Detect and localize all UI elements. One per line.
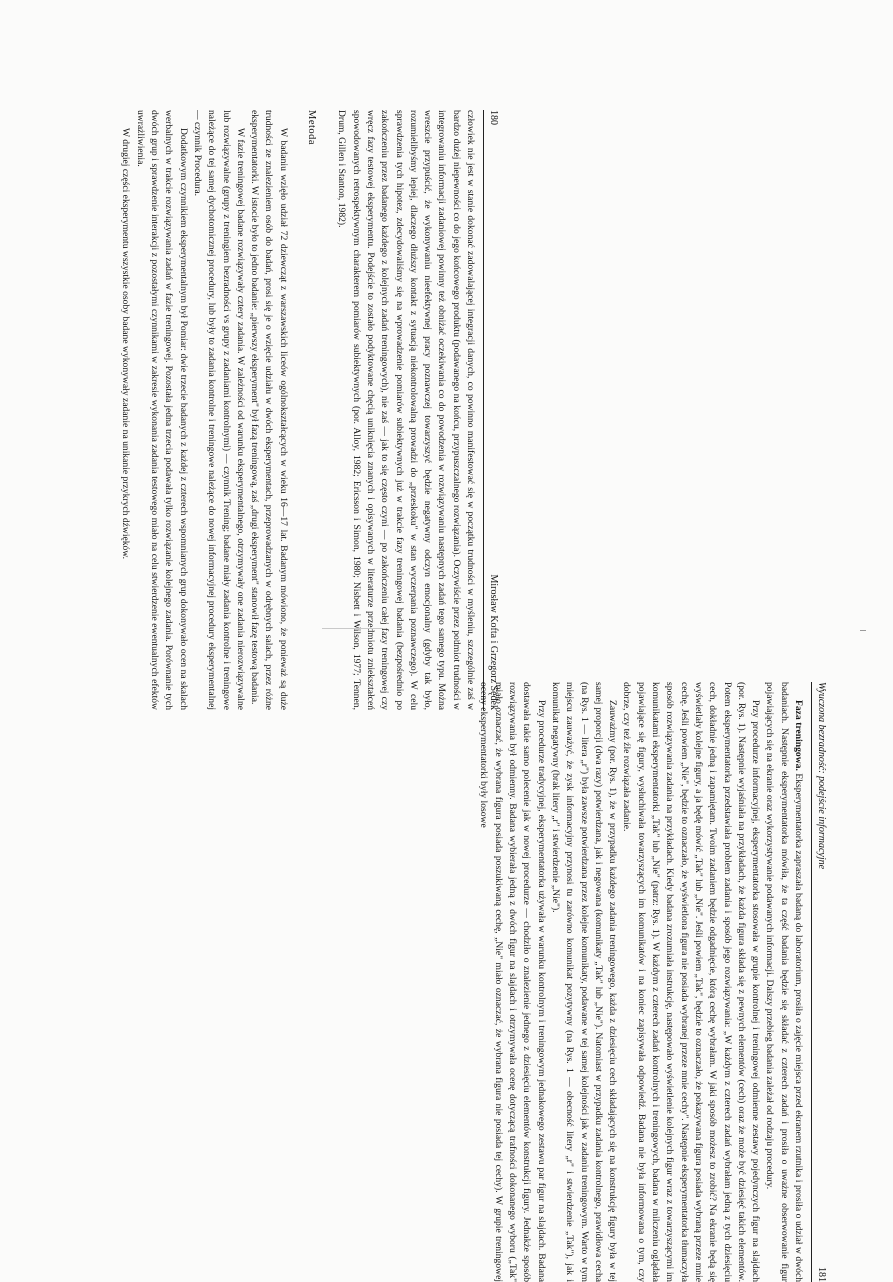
paragraph: W badaniu wzięło udział 72 dziewcząt z warszawskich liceów ogólnokształcących w wieku 16—17 lat. Badanym mówiono, że ponieważ są duże trudności ze znalezieniem osób do badań, prosi się je o wzięcie udziału w dwóch eksperymentach, przeprowadzanych w odrębnych salach, przez różne eksperymentatorki. W istocie było to jedno badanie: „pierwszy eksperyment" był fazą treningową, zaś „drugi eksperyment" stanowił fazę testową badania. (249, 110, 289, 710)
paragraph: człowiek nie jest w stanie dokonać zadowalającej integracji danych, co powinno manifestować się w początku trudności w myśleniu, szczególnie zaś w bardzo dużej niepewności co do jego końcowego produktu (podawanego na końcu, przypuszczalnego rozwiązania). Oczywiście przez podmiot trudności w integrowaniu informacji zadaniowej powinny też obniżać oczekiwania co do powodzenia w rozwiązywaniu następnych zadań tego samego typu. Można wreszcie przypuścić, że wykonywaniu nieefektywnej pracy poznawczej towarzyszyć będzie negatywny odczyn emocjonalny (gdyby tak było, rozumielibyśmy lepiej, dlaczego dłuższy kontakt z sytuacją niekontrolowalną prowadzi do „przeskoku" w stan wyczerpania poznawczego). W celu sprawdzenia tych hipotez, zdecydowaliśmy się na wprowadzenie pomiarów subiektywnych już w trakcie fazy treningowej badania (bezpośrednio po zakończeniu przez badanego każdego z kolejnych zadań treningowych), nie zaś — jak to się często czyni — po zakończeniu całej fazy treningowej czy wręcz fazy testowej eksperymentu. Podejście to zostało podyktowane chęcią uniknięcia znanych i opisywanych w literaturze przedmiotu zniekształceń spowodowanych retrospektywnym charakterem pomiarów subiektywnych (por. Alloy, 1982; Ericsson i Simon, 1980; Nisbett i Wilson, 1977; Tennen, Drum, Gillen i Stanton, 1982). (336, 110, 476, 710)
running-head-authors: Mirosław Kofta i Grzegorz Sędek (488, 574, 499, 710)
section-heading-method: Metoda (306, 110, 318, 146)
paragraph: Dodatkowym czynnikiem eksperymentalnym był Pomiar: dwie trzecie badanych z każdej z czterech wspomnianych grup dokonywało ocen na skalach werbalnych w trakcie rozwiązywania zadań w fazie treningowej. Pozostała jedna trzecia podawała tylko rozwiązanie kolejnego zadania. Porównanie tych dwóch grup i sprawdzenie interakcji z pozostałymi czynnikami w zakresie wykonania zadania testowego miało na celu stwierdzenie ewentualnych efektów uwrażliwienia. (134, 110, 189, 710)
running-head-chapter-title: Wyuczona bezradność: podejście informacyjne (816, 682, 827, 870)
right-page (435, 682, 828, 1282)
paragraph: W drugiej części eksperymentu wszystkie osoby badane wykonywały zadanie na unikanie przykrych dźwięków. (120, 128, 132, 560)
running-head-right (811, 682, 828, 1282)
scan-gutter-line (322, 628, 382, 629)
paragraph (762, 682, 805, 1282)
paragraph: Zauważmy (por. Rys. 1), że w przypadku każdego zadania treningowego, każda z dziesięciu cech składających się na konstrukcję figury była w tej samej proporcji (dwa razy) potwierdzana, jak i negowana (komunikaty „Tak" lub „Nie"). Natomiast w przypadku zadania kontrolnego, prawidłowa cecha (na Rys. 1 — litera „r") była zawsze potwierdzana przez kolejne komunikaty, podawane w tej samej kolejności jak w zadaniu treningowym. Warto w tym miejscu zauważyć, że zysk informacyjny przynosi tu zarówno komunikat pozytywny (na Rys. 1 — obecność litery „r" i stwierdzenie „Tak"), jak i komunikat negatywny (brak litery „r" i stwierdzenie „Nie"). (549, 682, 619, 1282)
running-head-left (483, 110, 500, 710)
scan-margin-mark (454, 640, 460, 641)
paragraph-body: Eksperymentatorka zapraszała badaną do laboratorium, prosiła o zajęcie miejsca przed ekranem rzutnika i prosiła o udział w dwóch badaniach. Następnie eksperymentatorka mówiła, że ta część badania będzie się składać z czterech zadań i prosiła o uważne obserwowanie figur pojawiających się na ekranie oraz wykorzystywanie podawanych informacji. Dalszy przebieg badania zależał od rodzaju procedury. (764, 682, 804, 1282)
run-in-heading: Faza treningowa. (793, 700, 804, 771)
scan-margin-mark (860, 630, 866, 631)
paragraph: W fazie treningowej badane rozwiązywały cztery zadania. W zależności od warunku eksperymentalnego, otrzymywały one zadania nierozwiązywalne lub rozwiązywalne (grupy z treningiem bezradności vs grupy z zadaniami kontrolnymi) — czynnik Trening; badane miały zadania kontrolne i treningowe należące do tej samej dychotomicznej procedury, lub były to zadania kontrolne i treningowe należące do nowej informacyjnej procedury eksperymentalnej — czynnik Procedura. (191, 110, 246, 710)
paragraph: Przy procedurze informacyjnej, eksperymentatorka stosowała w grupie kontrolnej i treningowej odmienne zestawy pojedynczych figur na slajdach (por. Rys. 1). Następnie wyjaśniała na przykładach, że każda figura składa się z pewnych elementów (cech) oraz że może być dziesięć takich elementów. Potem eksperymentatorka przedstawiała problem zadania i sposób jego rozwiązywania: „W każdym z czterech zadań wybrałam jedną z tych dziesięciu cech, dokładnie jedną i zapamiętam. Twoim zadaniem będzie odgadnięcie, którą cechę wybrałam. W jaki sposób możesz to zrobić? Na ekranie będą się wyświetlały kolejne figury, a ja będę mówić „Tak" lub „Nie". Jeśli powiem „Tak", będzie to oznaczało, że pokazywana figura posiada wybraną przeze mnie cechę. Jeśli powiem „Nie", będzie to oznaczało, że wyświetlona figura nie posiada wybranej przeze mnie cechy". Następnie eksperymentatorka tłumaczyła sposób rozwiązywania zadania na przykładach. Kiedy badana zrozumiała instrukcję, następowało wyświetlenie kolejnych figur wraz z towarzyszącymi im komunikatami eksperymentatorki „Tak" lub „Nie" (patrz: Rys. 1). W każdym z czterech zadań kontrolnych i treningowych, badana w milczeniu oglądała pojawiające się figury, wysłuchiwała towarzyszących im komunikatów i na koniec zapisywała odpowiedź. Badana nie była informowana o tym, czy dobrze, czy też źle rozwiązała zadanie. (621, 682, 762, 1282)
left-page (107, 110, 500, 710)
page-number-left: 180 (488, 110, 499, 125)
paragraph: Przy procedurze tradycyjnej, eksperymentatorka używała w warunku kontrolnym i treningowym jednakowego zestawu par figur na slajdach. Badana dostawała takie samo polecenie jak w nowej procedurze — chodziło o znalezienie jednego z dziesięciu elementów konstrukcji figury. Jednakże sposób rozwiązywania był odmienny. Badana wybierała jedną z dwóch figur na slajdach i otrzymywała ocenę dotyczącą trafności dokonanego wyboru („Tak" miało oznaczać, że wybrana figura posiada poszukiwaną cechę, „Nie" miało oznaczać, że wybrana figura nie posiada tej cechy). W grupie treningowej oceny eksperymentatorki były losowe (478, 682, 547, 1282)
page-number-right: 181 (816, 1267, 827, 1282)
